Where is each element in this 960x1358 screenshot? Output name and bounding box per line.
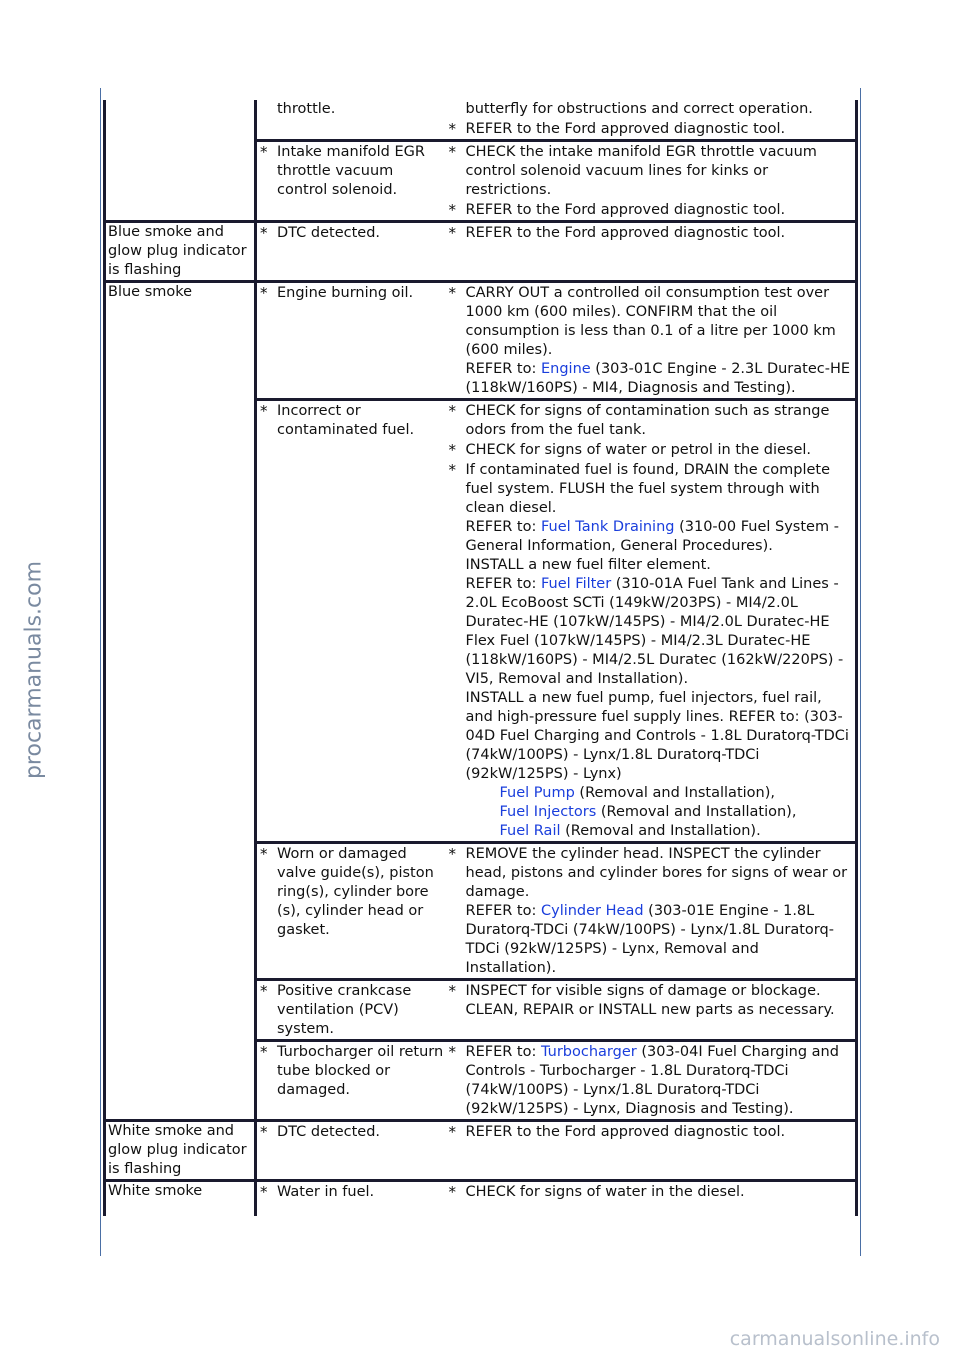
cause-cell: * Worn or damaged valve guide(s), piston ring(s), cylinder bore (s), cylinder head or gasket.: [256, 843, 446, 980]
side-watermark: procarmanuals.com: [21, 560, 47, 780]
action-cell: * CARRY OUT a controlled oil consumption test over 1000 km (600 miles). CONFIRM that the oil consumption is less than 0.1 of a litre per 1000 km (600 miles). REFER to: Engine (303-01C Engine - 2.3L Duratec-HE (118kW/160PS) - MI4, Diagnosis and Testing).: [446, 282, 857, 400]
action-item: * CHECK the intake manifold EGR throttle vacuum control solenoid vacuum lines for kinks or restrictions.: [448, 143, 854, 200]
action-cell: butterfly for obstructions and correct operation. * REFER to the Ford approved diagnostic tool.: [446, 100, 857, 141]
link-engine[interactable]: Engine: [540, 361, 591, 377]
action-item: * CHECK for signs of contamination such as strange odors from the fuel tank.: [448, 402, 854, 440]
cause-cell: * DTC detected.: [256, 1121, 446, 1181]
link-fuel-filter[interactable]: Fuel Filter: [540, 576, 612, 592]
action-item: * REFER to the Ford approved diagnostic tool.: [448, 1123, 854, 1142]
cause-cell: * Positive crankcase ventilation (PCV) system.: [256, 980, 446, 1041]
action-cell: * CHECK for signs of contamination such as strange odors from the fuel tank. * CHECK for signs of water or petrol in the diesel. * If contaminated fuel is found, DRAIN the complete fuel system. FLUSH the fuel system through with clean diesel. REFER to: Fuel Tank Draining (310-00 Fuel System - General Information, General Procedures). INSTALL a new fuel filter element. REFER to: Fuel Filter (310-01A Fuel Tank and Lines - 2.0L EcoBoost SCTi (149kW/203PS) - MI4/2.0L Duratec-HE (107kW/145PS) - MI4/2.0L Duratec-HE Flex Fuel (107kW/145PS) - MI4/2.3L Duratec-HE (118kW/160PS) - MI4/2.5L Duratec (162kW/220PS) - VI5, Removal and Installation). INSTALL a new fuel pump, fuel injectors, fuel rail, and high-pressure fuel supply lines. REFER to: (303-04D Fuel Charging and Controls - 1.8L Duratorq-TDCi (74kW/100PS) - Lynx/1.8L Duratorq-TDCi (92kW/125PS) - Lynx) Fuel Pump (Removal and Installation), Fuel Injectors (Removal and Installation), Fuel Rail (Removal and Installation).: [446, 400, 857, 843]
cause-cell: * Water in fuel.: [256, 1181, 446, 1217]
symptom-cell: [105, 100, 256, 222]
action-item: * INSPECT for visible signs of damage or blockage. CLEAN, REPAIR or INSTALL new parts as necessary.: [448, 982, 854, 1020]
action-cell: [446, 980, 857, 1041]
page-frame-left: [100, 88, 101, 1256]
page-frame-right: [860, 88, 861, 1256]
link-cylinder-head[interactable]: Cylinder Head: [540, 903, 644, 919]
bottom-watermark: carmanualsonline.info: [729, 1328, 940, 1350]
action-cell: [446, 1181, 857, 1217]
action-cell: [446, 1121, 857, 1181]
action-item: * CARRY OUT a controlled oil consumption test over 1000 km (600 miles). CONFIRM that the oil consumption is less than 0.1 of a litre per 1000 km (600 miles).: [448, 284, 854, 360]
action-item: * If contaminated fuel is found, DRAIN the complete fuel system. FLUSH the fuel system through with clean diesel.: [448, 461, 854, 518]
table-row: [105, 1181, 857, 1217]
table-row: [105, 100, 857, 141]
action-cell: [446, 141, 857, 222]
cause-cell: * Engine burning oil.: [256, 282, 446, 400]
cause-cell: throttle.: [256, 100, 446, 141]
table-row: [105, 222, 857, 282]
link-fuel-rail[interactable]: Fuel Rail: [499, 823, 561, 839]
action-item: * CHECK for signs of water or petrol in the diesel.: [448, 441, 854, 460]
action-item: * CHECK for signs of water in the diesel.: [448, 1183, 854, 1202]
cause-cell: * Intake manifold EGR throttle vacuum control solenoid.: [256, 141, 446, 222]
symptom-cell: White smoke and glow plug indicator is flashing: [105, 1121, 256, 1181]
table-row: [105, 282, 857, 400]
action-item: * REFER to the Ford approved diagnostic tool.: [448, 120, 854, 139]
action-item: * REFER to the Ford approved diagnostic tool.: [448, 224, 854, 243]
symptom-cell: Blue smoke and glow plug indicator is flashing: [105, 222, 256, 282]
cause-cell: * Incorrect or contaminated fuel.: [256, 400, 446, 843]
symptom-cell: Blue smoke: [105, 282, 256, 1121]
action-cell: [446, 1041, 857, 1121]
diagnosis-table: [103, 100, 858, 1216]
cause-cell: * Turbocharger oil return tube blocked or damaged.: [256, 1041, 446, 1121]
link-fuel-injectors[interactable]: Fuel Injectors: [499, 804, 597, 820]
link-turbocharger[interactable]: Turbocharger: [540, 1044, 637, 1060]
action-cell: * REMOVE the cylinder head. INSPECT the cylinder head, pistons and cylinder bores for signs of wear or damage. REFER to: Cylinder Head (303-01E Engine - 1.8L Duratorq-TDCi (74kW/100PS) - Lynx/1.8L Duratorq-TDCi (92kW/125PS) - Lynx, Removal and Installation).: [446, 843, 857, 980]
action-cell: [446, 222, 857, 282]
symptom-cell: White smoke: [105, 1181, 256, 1217]
table-row: [105, 1121, 857, 1181]
link-fuel-tank-draining[interactable]: Fuel Tank Draining: [540, 519, 675, 535]
link-fuel-pump[interactable]: Fuel Pump: [499, 785, 575, 801]
action-item: * REMOVE the cylinder head. INSPECT the cylinder head, pistons and cylinder bores for signs of wear or damage.: [448, 845, 854, 902]
action-item: * REFER to the Ford approved diagnostic tool.: [448, 201, 854, 220]
action-item: * REFER to: Turbocharger (303-04I Fuel Charging and Controls - Turbocharger - 1.8L Duratorq-TDCi (74kW/100PS) - Lynx/1.8L Duratorq-TDCi (92kW/125PS) - Lynx, Diagnosis and Testing).: [448, 1043, 854, 1119]
cause-cell: * DTC detected.: [256, 222, 446, 282]
